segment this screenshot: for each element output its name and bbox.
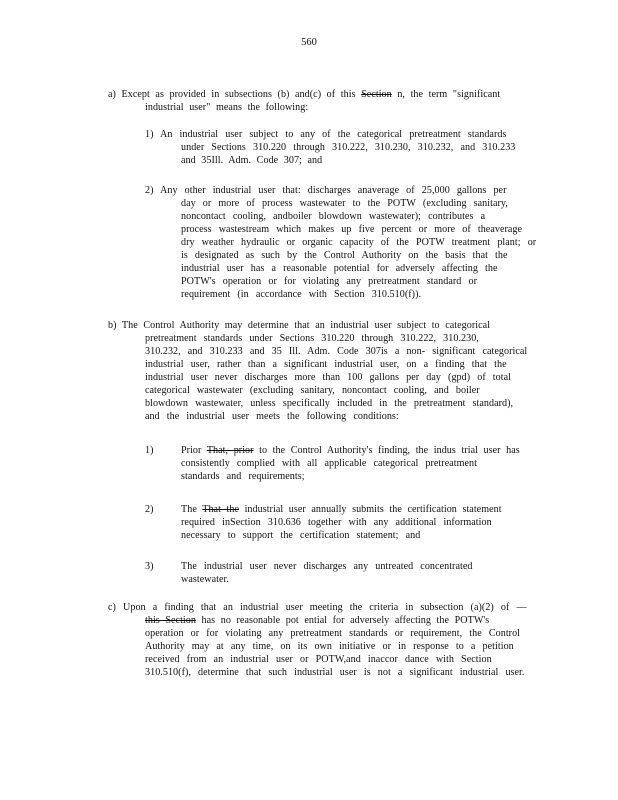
text-line: The That the industrial user annually submits the certification statement [181, 504, 502, 515]
text-line: noncontact cooling, andboiler blowdown wastewater); contributes a [181, 211, 486, 222]
text-line: required inSection 310.636 together with any additional information [181, 517, 492, 528]
text-line: 3) [145, 561, 154, 572]
text-line: wastewater. [181, 574, 229, 585]
text-line: industrial user has a reasonable potential for adversely affecting the [181, 263, 498, 274]
text-line: c) Upon a finding that an industrial user meeting the criteria in subsection (a)(2) of — [108, 602, 527, 613]
text-line: dry weather hydraulic or organic capacity of the POTW treatment plant; or [181, 237, 537, 248]
text-line: day or more of process wastewater to the POTW (excluding sanitary, [181, 198, 508, 209]
text-line: POTW's operation or for violating any pretreatment standard or [181, 276, 477, 287]
text-line: this Section has no reasonable pot ential for adversely affecting the POTW's [145, 615, 490, 626]
struck-text: That the [202, 504, 239, 515]
text-line: consistently complied with all applicable categorical pretreatment [181, 458, 477, 469]
text-line: received from an industrial user or POTW,and inaccor dance with Section [145, 654, 492, 665]
text-line: a) Except as provided in subsections (b) and(c) of this Section n, the term "significant [108, 89, 501, 100]
text-line: Authority may at any time, on its own initiative or in response to a petition [145, 641, 514, 652]
text-line: necessary to support the certification statement; and [181, 530, 421, 541]
text-line: industrial user, rather than a significant industrial user, on a finding that the [145, 359, 507, 370]
struck-text: That, prior [206, 445, 254, 456]
text-line: industrial user never discharges more than 100 gallons per day (gpd) of total [145, 372, 511, 383]
text-line: b) The Control Authority may determine that an industrial user subject to categorical [108, 320, 491, 331]
text-line: under Sections 310.220 through 310.222, 310.230, 310.232, and 310.233 [181, 142, 516, 153]
text-line: pretreatment standards under Sections 310.220 through 310.222, 310.230, [145, 333, 479, 344]
text-line: 1) [145, 445, 154, 456]
page-number: 560 [301, 37, 317, 48]
text-line: industrial user" means the following: [145, 102, 309, 113]
text-line: is designated as such by the Control Authority on the basis that the [181, 250, 508, 261]
text-line: 2) Any other industrial user that: discharges anaverage of 25,000 gallons per [145, 185, 507, 196]
text-line: requirement (in accordance with Section 310.510(f)). [181, 289, 422, 300]
text-line: and the industrial user meets the following conditions: [145, 411, 399, 422]
text-line: process wastestream which makes up five percent or more of theaverage [181, 224, 523, 235]
text-line: and 35Ill. Adm. Code 307; and [181, 155, 323, 166]
text-line: 310.232, and 310.233 and 35 Ill. Adm. Code 307is a non- significant categorical [145, 346, 528, 357]
text-line: blowdown wastewater, unless specifically included in the pretreatment standard), [145, 398, 514, 409]
text-line: 1) An industrial user subject to any of the categorical pretreatment standards [145, 129, 507, 140]
text-line: The industrial user never discharges any untreated concentrated [181, 561, 473, 572]
text-line: operation or for violating any pretreatment standards or requirement, the Control [145, 628, 521, 639]
text-line: 310.510(f), determine that such industrial user is not a significant industrial user. [145, 667, 525, 678]
struck-text: Section [361, 89, 392, 100]
struck-text: this Section [145, 615, 196, 626]
text-line: standards and requirements; [181, 471, 305, 482]
text-line: Prior That, prior to the Control Authority's finding, the indus trial user has [181, 445, 520, 456]
text-line: 2) [145, 504, 154, 515]
text-line: categorical wastewater (excluding sanitary, noncontact cooling, and boiler [145, 385, 480, 396]
